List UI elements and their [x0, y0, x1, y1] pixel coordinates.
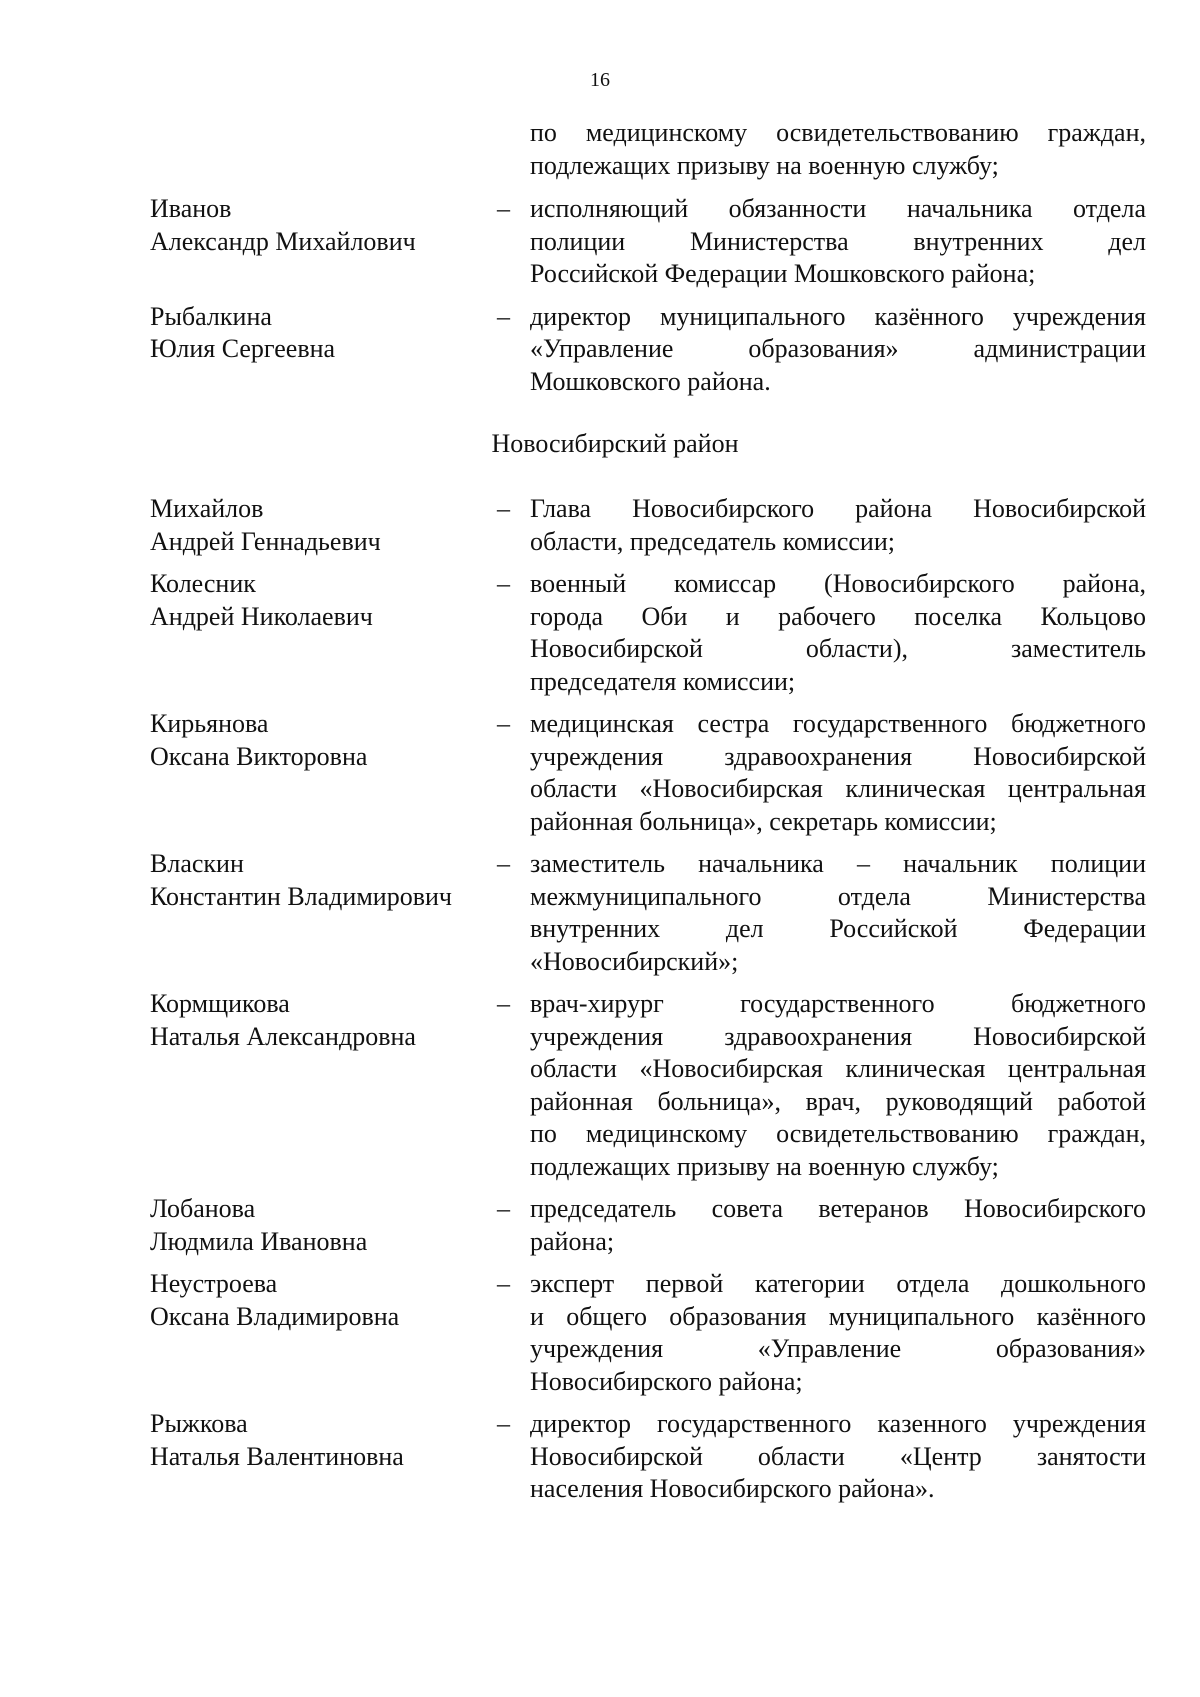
description-line: Новосибирской области), заместитель — [530, 634, 1146, 663]
member-entry — [0, 708, 1200, 838]
description-line: Российской Федерации Мошковского района; — [530, 259, 1036, 288]
entry-description — [530, 568, 1146, 698]
member-surname: Рыжкова — [150, 1409, 248, 1438]
description-line: области, председатель комиссии; — [530, 526, 895, 556]
description-line: эксперт первой категории отдела дошкольного — [530, 1269, 1146, 1298]
entry-description — [530, 1408, 1146, 1506]
member-given-name: Андрей Геннадьевич — [150, 526, 381, 556]
member-given-name: Людмила Ивановна — [150, 1226, 368, 1256]
entry-description — [530, 1193, 1146, 1258]
member-name — [150, 708, 490, 773]
member-name — [150, 301, 490, 366]
member-entry — [0, 1193, 1200, 1258]
description-line: района; — [530, 1226, 615, 1256]
member-name — [150, 1193, 490, 1258]
member-name — [150, 848, 490, 913]
description-line: по медицинскому освидетельствованию граждан, — [530, 1119, 1146, 1148]
description-line: медицинская сестра государственного бюджетного — [530, 709, 1146, 738]
description-line: полиции Министерства внутренних дел — [530, 226, 1146, 256]
member-entry — [0, 193, 1200, 291]
member-surname: Кормщикова — [150, 989, 290, 1018]
member-given-name: Юлия Сергеевна — [150, 334, 336, 363]
description-line: исполняющий обязанности начальника отдела — [530, 194, 1146, 223]
description-line: директор муниципального казённого учреждения — [530, 301, 1146, 331]
page-number: 16 — [590, 69, 610, 91]
member-given-name: Александр Михайлович — [150, 226, 416, 256]
description-line: внутренних дел Российской Федерации — [530, 914, 1146, 943]
dash-separator: – — [497, 1194, 510, 1223]
dash-separator: – — [497, 989, 510, 1018]
description-line: Новосибирской области «Центр занятости — [530, 1441, 1146, 1471]
description-line: директор государственного казенного учреждения — [530, 1409, 1146, 1438]
member-surname: Колесник — [150, 569, 256, 598]
entry-description — [530, 117, 1146, 182]
description-line: районная больница», врач, руководящий работой — [530, 1086, 1146, 1116]
member-entry — [0, 493, 1200, 558]
description-line: по медицинскому освидетельствованию граждан, — [530, 118, 1146, 147]
dash-separator: – — [497, 569, 510, 598]
description-line: Глава Новосибирского района Новосибирской — [530, 494, 1146, 523]
document-body — [0, 117, 1200, 1516]
member-name — [150, 988, 490, 1053]
member-given-name: Наталья Александровна — [150, 1021, 416, 1051]
description-line: председатель совета ветеранов Новосибирского — [530, 1194, 1146, 1223]
member-entry — [0, 988, 1200, 1183]
member-given-name: Оксана Владимировна — [150, 1301, 400, 1331]
description-line: населения Новосибирского района». — [530, 1474, 935, 1503]
entry-description — [530, 301, 1146, 399]
description-line: подлежащих призыву на военную службу; — [530, 1151, 999, 1181]
description-line: учреждения здравоохранения Новосибирской — [530, 741, 1146, 771]
entry-description — [530, 988, 1146, 1183]
description-line: врач-хирург государственного бюджетного — [530, 989, 1146, 1018]
description-line: председателя комиссии; — [530, 666, 796, 696]
member-surname: Иванов — [150, 194, 232, 223]
description-line: учреждения здравоохранения Новосибирской — [530, 1021, 1146, 1051]
member-surname: Лобанова — [150, 1194, 256, 1223]
dash-separator: – — [497, 709, 510, 738]
description-line: «Управление образования» администрации — [530, 334, 1146, 363]
entry-description — [530, 708, 1146, 838]
member-entry — [0, 848, 1200, 978]
dash-separator: – — [497, 494, 510, 523]
dash-separator: – — [497, 849, 510, 878]
member-surname: Михайлов — [150, 494, 264, 523]
member-name — [150, 193, 490, 258]
member-given-name: Наталья Валентиновна — [150, 1441, 404, 1471]
description-line: области «Новосибирская клиническая центральная — [530, 774, 1146, 803]
description-line: межмуниципального отдела Министерства — [530, 881, 1146, 911]
continuation-entry — [0, 117, 1200, 182]
dash-separator: – — [497, 194, 510, 223]
dash-separator: – — [497, 301, 510, 331]
section-title: Новосибирский район — [491, 429, 739, 458]
description-line: Мошковского района. — [530, 366, 771, 396]
member-surname: Власкин — [150, 849, 244, 878]
member-surname: Кирьянова — [150, 709, 269, 738]
description-line: районная больница», секретарь комиссии; — [530, 806, 997, 836]
entry-description — [530, 493, 1146, 558]
member-given-name: Андрей Николаевич — [150, 601, 373, 631]
member-entry — [0, 301, 1200, 399]
member-entry — [0, 1268, 1200, 1398]
entry-description — [530, 848, 1146, 978]
member-surname: Неустроева — [150, 1269, 278, 1298]
member-name — [150, 1268, 490, 1333]
entry-description — [530, 1268, 1146, 1398]
dash-separator: – — [497, 1269, 510, 1298]
description-line: области «Новосибирская клиническая центральная — [530, 1054, 1146, 1083]
dash-separator: – — [497, 1409, 510, 1438]
description-line: «Новосибирский»; — [530, 946, 739, 976]
description-line: и общего образования муниципального казённого — [530, 1301, 1146, 1331]
member-entry — [0, 568, 1200, 698]
member-name — [150, 568, 490, 633]
member-entry — [0, 1408, 1200, 1506]
member-given-name: Константин Владимирович — [150, 881, 452, 911]
description-line: учреждения «Управление образования» — [530, 1334, 1146, 1363]
description-line: заместитель начальника – начальник полиции — [530, 849, 1146, 878]
member-surname: Рыбалкина — [150, 301, 272, 331]
member-name — [150, 493, 490, 558]
entry-description — [530, 193, 1146, 291]
description-line: Новосибирского района; — [530, 1366, 803, 1396]
description-line: подлежащих призыву на военную службу; — [530, 150, 999, 180]
member-given-name: Оксана Викторовна — [150, 741, 368, 771]
member-name — [150, 1408, 490, 1473]
description-line: города Оби и рабочего поселка Кольцово — [530, 601, 1146, 631]
description-line: военный комиссар (Новосибирского района, — [530, 569, 1146, 598]
